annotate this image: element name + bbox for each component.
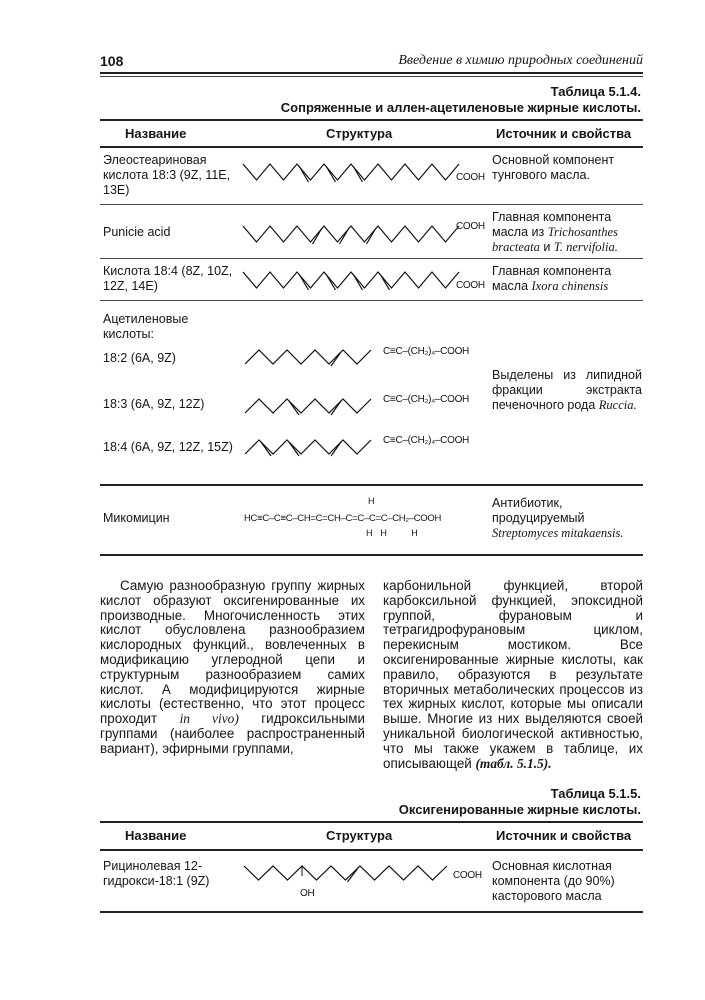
row-divider: [100, 300, 643, 301]
double-bond: [313, 228, 323, 244]
structure-18-3-acetylenic: [245, 397, 385, 417]
double-bond: [380, 274, 390, 290]
page-number: 108: [100, 53, 124, 69]
carbon-chain: [243, 226, 459, 242]
row-name: Рицинолевая 12-гидрокси-18:1 (9Z): [103, 859, 210, 888]
table2-col-source: Источник и свойства: [496, 828, 632, 843]
row-divider: [100, 484, 643, 486]
table1-title: Сопряженные и аллен-ацетиленовые жирные кислоты.: [280, 100, 641, 115]
row-name: 18:3 (6A, 9Z, 12Z): [103, 397, 205, 411]
carbon-chain: [244, 866, 447, 880]
double-bond: [299, 274, 309, 290]
mycomycin-formula: HC≡C–C≡C–CH=C=CH–C=C–C=C–CH₂–COOH: [244, 513, 442, 524]
table2-col-structure: Структура: [326, 828, 393, 843]
formula-end: COOH: [453, 870, 482, 881]
double-bond: [289, 401, 299, 415]
group-label: Ацетиленовые кислоты:: [103, 312, 189, 341]
body-column-right: карбонильной функцией, второй карбоксильной функцией, эпоксидной группой, фурановым и тетрагидрофурановым циклом, перекисным мостиком. Все оксигенированные жирные кислоты, как правило, образуются в результате вторичных метаболических процессов из тех жирных кислот, которые мы описали выше. Многие из них выделяются своей уникальной биологической активностью, что мы также укажем в таблице, их описывающей (табл. 5.1.5).: [383, 578, 643, 771]
structure-18-4: [243, 268, 483, 298]
structure-18-2-acetylenic: [245, 348, 385, 368]
double-bond: [326, 166, 336, 182]
row-source: Главная компонента масла Ixora chinensis: [492, 264, 612, 293]
carbon-chain: [243, 164, 459, 180]
double-bond: [353, 274, 363, 290]
structure-punicic: [243, 222, 483, 252]
header-rule: [100, 72, 643, 74]
body-column-left: Самую разнообразную группу жирных кислот образуют оксигенированные их производные. Многочисленность этих кислот обусловлена разнообразием кислородных функций., вовлеченных в модификацию углеродной цепи и структурным разнообразием самих кислот. А модифицируются жирные кислоты (естественно, что этот процесс проходит in vivo) гидроксильными группами (наиболее распространенный вариант), эфирными группами,: [100, 578, 365, 756]
table2-top-rule: [100, 821, 643, 823]
row-source: Антибиотик, продуцируемый Streptomyces mitakaensis.: [492, 496, 624, 540]
row-source: Выделены из липидной фракции экстракта печеночного рода Ruccia.: [492, 368, 642, 412]
running-title: Введение в химию природных соединений: [398, 53, 643, 68]
formula-h-bottom: H H H: [366, 528, 418, 538]
carbon-chain: [245, 399, 371, 413]
double-bond: [331, 352, 341, 366]
formula-end: C≡C–(CH₂)₄–COOH: [383, 394, 469, 405]
table1-top-rule: [100, 119, 643, 121]
formula-end: C≡C–(CH₂)₄–COOH: [383, 346, 469, 357]
table2-col-name: Название: [125, 828, 187, 843]
row-source: Основная кислотная компонента (до 90%) касторового масла: [492, 859, 615, 903]
formula-end: COOH: [456, 280, 485, 291]
double-bond: [299, 166, 309, 182]
double-bond: [326, 274, 336, 290]
table1-col-source: Источник и свойства: [496, 126, 632, 141]
row-divider: [100, 258, 643, 259]
double-bond: [331, 401, 341, 415]
double-bond: [367, 228, 377, 244]
row-name: Кислота 18:4 (8Z, 10Z, 12Z, 14E): [103, 264, 233, 293]
double-bond: [261, 442, 271, 456]
table1-col-name: Название: [125, 126, 187, 141]
carbon-chain: [245, 350, 371, 364]
table1-number: Таблица 5.1.4.: [550, 84, 641, 99]
formula-end: COOH: [456, 172, 485, 183]
row-name: Punicie acid: [103, 225, 171, 239]
formula-h: H: [368, 496, 375, 506]
table2-header-rule: [100, 849, 643, 851]
formula-end: COOH: [456, 221, 485, 232]
table2-number: Таблица 5.1.5.: [550, 786, 641, 801]
structure-18-4-acetylenic: [245, 438, 385, 458]
table1-col-structure: Структура: [326, 126, 393, 141]
row-source: Главная компонента масла из Trichosanthes bracteata и T. nervifolia.: [492, 210, 618, 254]
row-divider: [100, 204, 643, 205]
structure-eleostearic: [243, 160, 483, 190]
hydroxyl-label: OH: [300, 888, 315, 899]
double-bond: [289, 442, 299, 456]
table1-bottom-rule: [100, 554, 643, 556]
double-bond: [331, 442, 341, 456]
header-rule-thin: [100, 76, 643, 77]
formula-end: C≡C–(CH₂)₄–COOH: [383, 435, 469, 446]
structure-ricinoleic: [244, 862, 484, 892]
row-name: Элеостеариновая кислота 18:3 (9Z, 11E, 13E): [103, 153, 231, 197]
table1-header-rule: [100, 146, 643, 148]
row-name: 18:4 (6A, 9Z, 12Z, 15Z): [103, 440, 233, 454]
row-source: Основной компонент тунгового масла.: [492, 153, 615, 182]
table2-bottom-rule: [100, 911, 643, 913]
row-name: 18:2 (6A, 9Z): [103, 351, 176, 365]
double-bond: [340, 228, 350, 244]
table2-title: Оксигенированные жирные кислоты.: [398, 802, 641, 817]
row-name: Микомицин: [103, 511, 170, 525]
double-bond: [348, 868, 359, 882]
carbon-chain: [243, 272, 459, 288]
double-bond: [353, 166, 363, 182]
